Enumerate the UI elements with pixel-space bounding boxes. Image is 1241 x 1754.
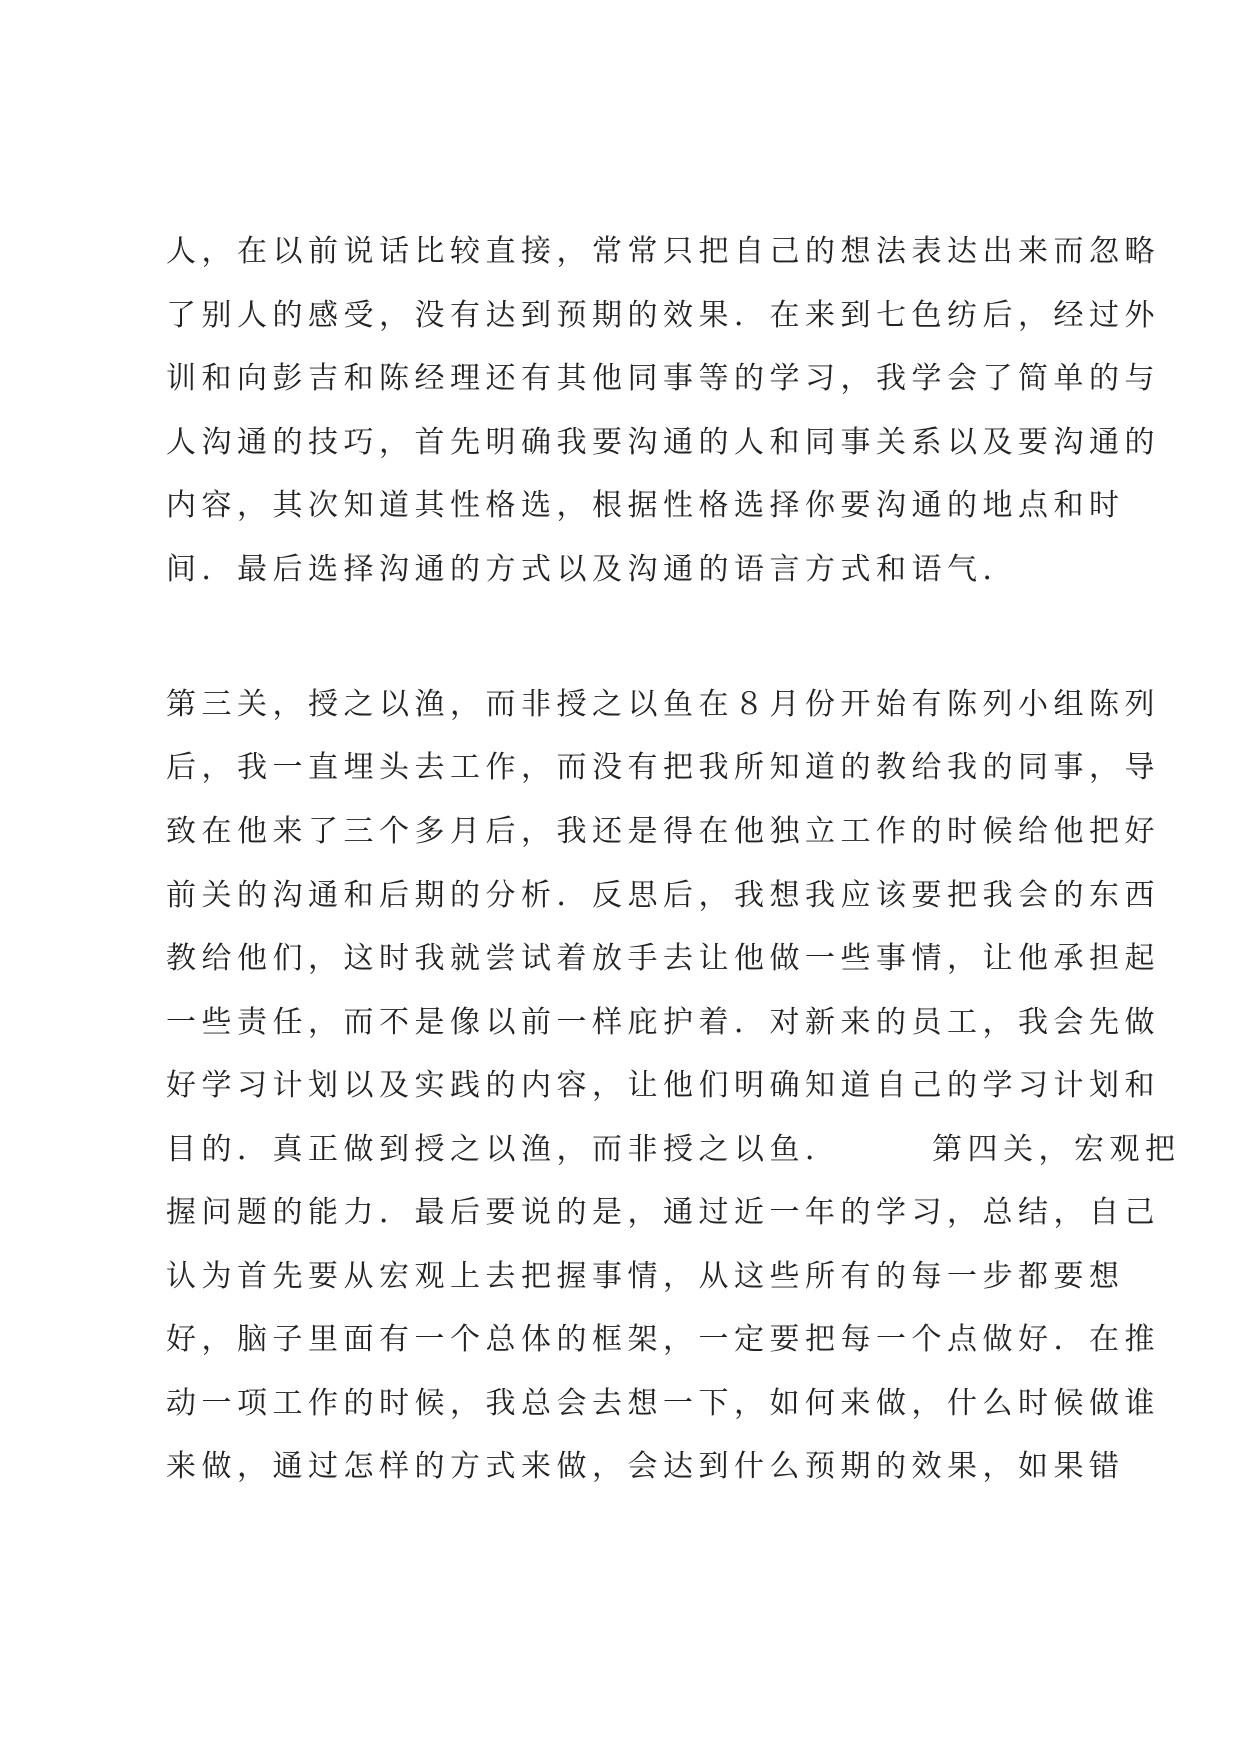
text-line: 人沟通的技巧，首先明确我要沟通的人和同事关系以及要沟通的 [166,425,1160,460]
text-line: 来做，通过怎样的方式来做，会达到什么预期的效果，如果错 [166,1449,1125,1484]
text-line: 人，在以前说话比较直接，常常只把自己的想法表达出来而忽略 [166,234,1160,269]
text-line: 内容，其次知道其性格选，根据性格选择你要沟通的地点和时 [166,488,1125,523]
text-line: 握问题的能力．最后要说的是，通过近一年的学习，总结，自己 [166,1195,1160,1230]
text-line: 一些责任，而不是像以前一样庇护着．对新来的员工，我会先做 [166,1005,1160,1040]
text-line: 教给他们，这时我就尝试着放手去让他做一些事情，让他承担起 [166,941,1160,976]
text-line: 致在他来了三个多月后，我还是得在他独立工作的时候给他把好 [166,814,1160,849]
text-line: 前关的沟通和后期的分析．反思后，我想我应该要把我会的东西 [166,878,1160,913]
text-line: 好学习计划以及实践的内容，让他们明确知道自己的学习计划和 [166,1068,1160,1103]
text-line: 了别人的感受，没有达到预期的效果．在来到七色纺后，经过外 [166,298,1160,333]
text-line: 间．最后选择沟通的方式以及沟通的语言方式和语气． [166,552,1018,587]
text-line: 第三关，授之以渔，而非授之以鱼在８月份开始有陈列小组陈列 [166,687,1160,722]
text-line: 动一项工作的时候，我总会去想一下，如何来做，什么时候做谁 [166,1386,1160,1421]
text-line: 后，我一直埋头去工作，而没有把我所知道的教给我的同事，导 [166,750,1160,785]
text-line: 目的．真正做到授之以渔，而非授之以鱼． 第四关，宏观把 [166,1132,1181,1167]
text-line: 认为首先要从宏观上去把握事情，从这些所有的每一步都要想 [166,1259,1125,1294]
text-line: 训和向彭吉和陈经理还有其他同事等的学习，我学会了简单的与 [166,361,1160,396]
text-line: 好，脑子里面有一个总体的框架，一定要把每一个点做好．在推 [166,1322,1160,1357]
